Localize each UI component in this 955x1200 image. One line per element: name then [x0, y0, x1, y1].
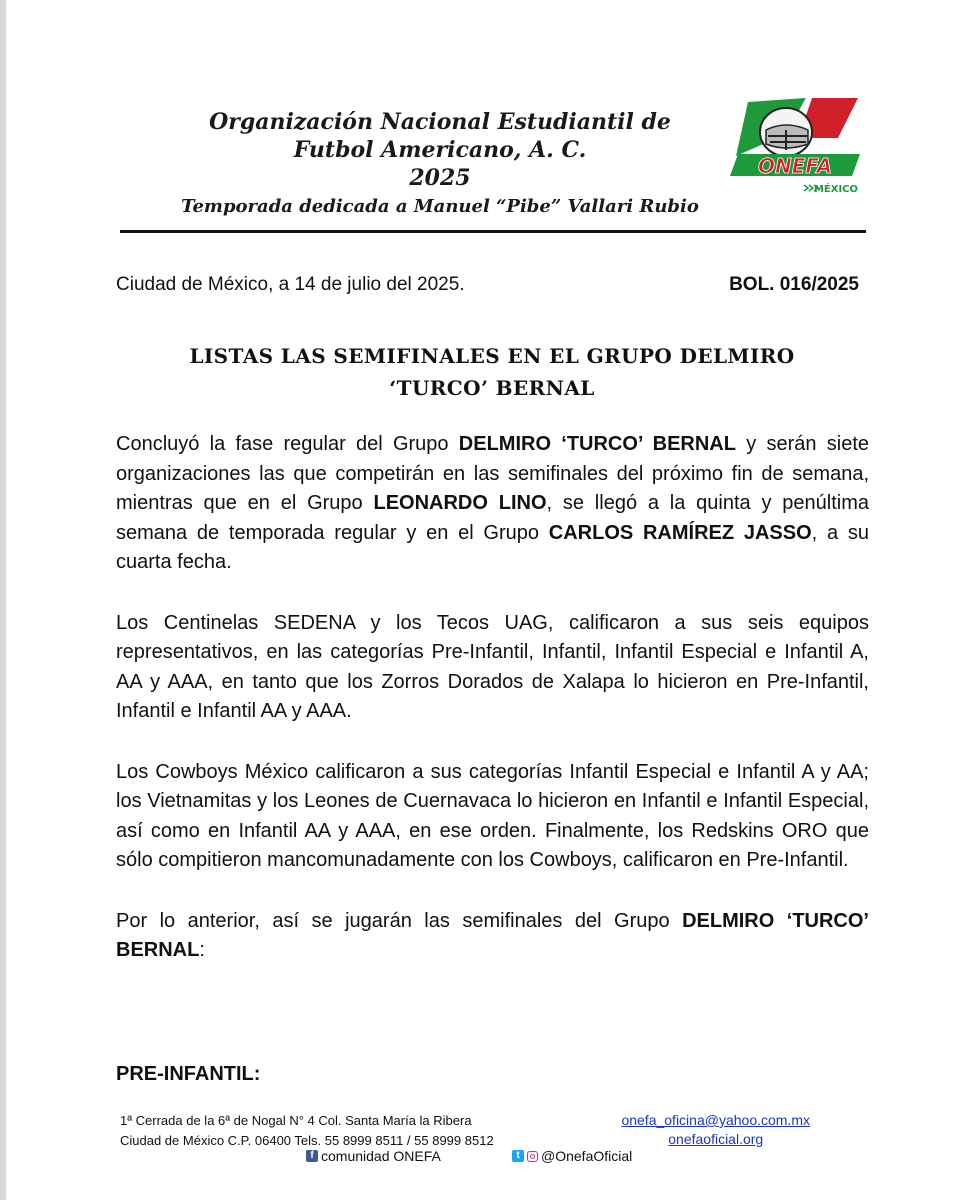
section-heading-pre-infantil: PRE-INFANTIL:	[116, 1063, 261, 1085]
headline	[116, 340, 868, 404]
group-name-leonardo: LEONARDO LINO	[373, 492, 547, 514]
logo-country: MÉXICO	[813, 184, 859, 195]
article-body	[116, 430, 869, 997]
headline-line-1: LISTAS LAS SEMIFINALES EN EL GRUPO DELMIRO	[189, 344, 795, 368]
paragraph-2: Los Centinelas SEDENA y los Tecos UAG, calificaron a sus seis equipos representativos, en las categorías Pre-Infantil, Infantil, Infantil Especial e Infantil A, AA y AAA, en tanto que los Zorros Dorados de Xalapa lo hicieron en Pre-Infantil, Infantil e Infantil AA y AAA.	[116, 611, 869, 722]
email-link[interactable]: onefa_oficina@yahoo.com.mx	[621, 1112, 810, 1128]
helmet-icon	[760, 108, 812, 156]
footer-contacts	[621, 1111, 810, 1149]
group-name-carlos: CARLOS RAMÍREZ JASSO	[548, 521, 812, 544]
group-name-delmiro: DELMIRO ‘TURCO’ BERNAL	[116, 909, 869, 961]
website-link[interactable]: onefaoficial.org	[668, 1131, 764, 1147]
season-year: 2025	[409, 165, 471, 191]
facebook-link[interactable]	[306, 1148, 441, 1164]
facebook-icon: f	[306, 1150, 318, 1162]
paragraph-4: Por lo anterior, así se jugarán las semifinales del Grupo DELMIRO ‘TURCO’ BERNAL:	[116, 909, 869, 961]
logo-wordmark: ONEFA	[758, 154, 832, 178]
facebook-handle: comunidad ONEFA	[321, 1148, 441, 1164]
social-handle-link[interactable]	[512, 1148, 632, 1164]
season-dedication: Temporada dedicada a Manuel “Pibe” Vallari Rubio	[181, 196, 699, 217]
footer-address	[120, 1111, 494, 1151]
paragraph-1: Concluyó la fase regular del Grupo DELMIRO ‘TURCO’ BERNAL y serán siete organizaciones las que competirán en las semifinales del próximo fin de semana, mientras que en el Grupo LEONARDO LINO, se llegó a la quinta y penúltima semana de temporada regular y en el Grupo CARLOS RAMÍREZ JASSO, a su cuarta fecha.	[116, 433, 870, 573]
instagram-icon	[527, 1151, 538, 1162]
dateline: Ciudad de México, a 14 de julio del 2025.	[116, 274, 465, 295]
bulletin-number: BOL. 016/2025	[729, 274, 859, 295]
address-line-2: Ciudad de México C.P. 06400 Tels. 55 8999 8511 / 55 8999 8512	[120, 1133, 494, 1148]
org-name-line-1: Organización Nacional Estudiantil de	[209, 109, 671, 135]
headline-line-2: ‘TURCO’ BERNAL	[389, 376, 595, 400]
social-handle: @OnefaOficial	[541, 1148, 633, 1164]
organization-header	[120, 108, 760, 220]
header-divider	[120, 230, 866, 233]
address-line-1: 1ª Cerrada de la 6ª de Nogal N° 4 Col. Santa María la Ribera	[120, 1113, 472, 1128]
paragraph-3: Los Cowboys México calificaron a sus categorías Infantil Especial e Infantil A y AA; los Vietnamitas y los Leones de Cuernavaca lo hicieron en Infantil e Infantil Especial, así como en Infantil AA y AAA, en ese orden. Finalmente, los Redskins ORO que sólo compitieron mancomunadamente con los Cowboys, calificaron en Pre-Infantil.	[116, 760, 869, 871]
org-name-line-2: Futbol Americano, A. C.	[293, 137, 587, 163]
group-name-delmiro: DELMIRO ‘TURCO’ BERNAL	[458, 433, 736, 455]
onefa-logo	[728, 94, 868, 204]
twitter-icon: t	[512, 1150, 524, 1162]
page-edge-shadow	[0, 0, 6, 1200]
